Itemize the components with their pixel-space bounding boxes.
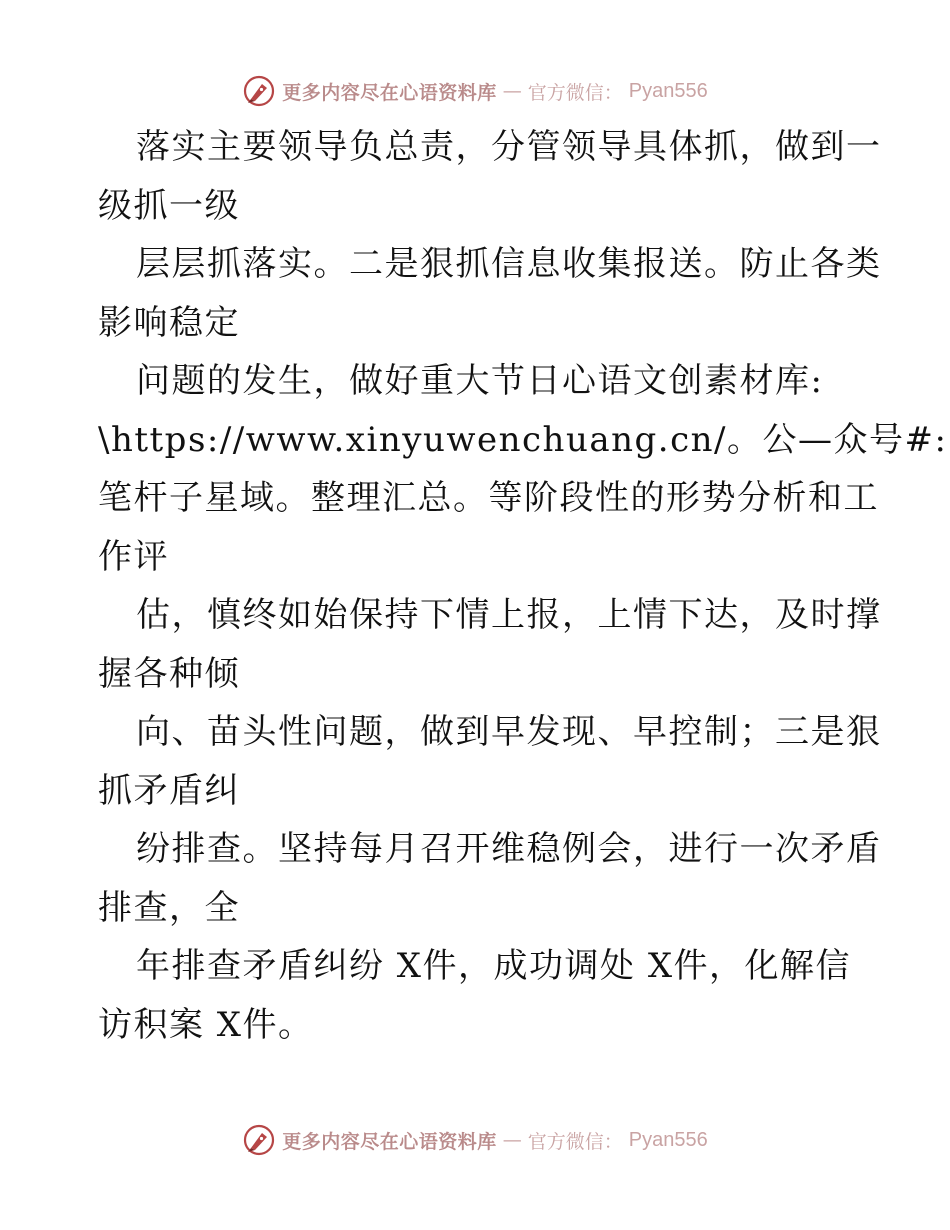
pen-nib-logo-icon xyxy=(242,1123,276,1157)
banner-wechat-label: 官方微信： xyxy=(527,81,623,104)
paragraph-line: 级抓一级 xyxy=(98,185,240,226)
paragraph-line: 纷排查。坚持每月召开维稳例会，进行一次矛盾 xyxy=(136,829,882,869)
banner-dash: — xyxy=(502,80,522,102)
header-banner-content xyxy=(242,74,708,108)
paragraph-line: 访积案 X件。 xyxy=(98,1004,314,1045)
header-banner xyxy=(0,71,950,111)
paragraph-line: 落实主要领导负总责，分管领导具体抓，做到一 xyxy=(136,127,882,167)
footer-banner-content xyxy=(242,1123,708,1157)
footer-banner xyxy=(0,1120,950,1160)
paragraph-line: 年排查矛盾纠纷 X件，成功调处 X件，化解信 xyxy=(136,946,852,986)
banner-wechat-id: Pyan556 xyxy=(628,79,708,102)
banner-title: 更多内容尽在心语资料库 xyxy=(282,1130,497,1153)
paragraph-line: 向、苗头性问题，做到早发现、早控制；三是狠 xyxy=(136,712,882,752)
paragraph-line: 抓矛盾纠 xyxy=(98,770,240,811)
paragraph-line: 问题的发生，做好重大节日心语文创素材库: xyxy=(136,361,824,401)
banner-wechat-id: Pyan556 xyxy=(628,1128,708,1151)
paragraph-line: 估，慎终如始保持下情上报，上情下达，及时撑 xyxy=(136,595,882,635)
pen-nib-logo-icon xyxy=(242,74,276,108)
paragraph-line: 层层抓落实。二是狠抓信息收集报送。防止各类 xyxy=(136,244,882,284)
paragraph-line: 排查，全 xyxy=(98,887,240,928)
paragraph-line: 笔杆子星域。整理汇总。等阶段性的形势分析和工 xyxy=(98,478,879,518)
banner-wechat-label: 官方微信： xyxy=(527,1130,623,1153)
paragraph-line: 作评 xyxy=(98,536,169,577)
banner-dash: — xyxy=(502,1129,522,1151)
document-body xyxy=(98,118,948,1054)
paragraph-line: \https://www.xinyuwenchuang.cn/。公—众号#: xyxy=(98,419,948,460)
paragraph-line: 影响稳定 xyxy=(98,302,240,343)
banner-title: 更多内容尽在心语资料库 xyxy=(282,81,497,104)
paragraph-line: 握各种倾 xyxy=(98,653,240,694)
